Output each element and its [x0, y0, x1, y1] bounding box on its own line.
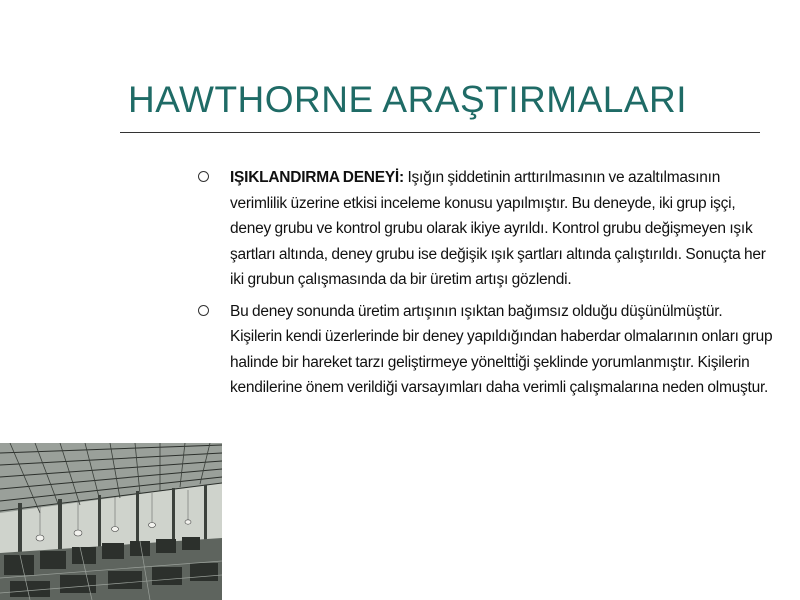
hollow-circle-bullet-icon — [198, 305, 209, 316]
bullet-list — [196, 165, 776, 407]
bullet-text: Işığın şiddetinin arttırılmasının ve azaltılmasının verimlilik üzerine etkisi inceleme konusu yapılmıştır. Bu deneyde, iki grup işçi, deney grubu ve kontrol grubu olarak ikiye ayrıldı. Kontrol grubu değişmeyen ışık şartları altında, deney grubu ise değişik ışık şartları altında çalıştırıldı. Sonuçta her iki grubun çalışmasında da bir üretim artışı gözlendi. — [230, 169, 766, 288]
slide-title: HAWTHORNE ARAŞTIRMALARI — [128, 79, 688, 120]
bullet-item-lighting-experiment — [196, 165, 776, 293]
factory-interior-image — [0, 443, 222, 600]
factory-interior-engraving-icon — [0, 443, 222, 600]
bullet-item-conclusion — [196, 299, 776, 401]
bullet-text: Bu deney sonunda üretim artışının ışıktan bağımsız olduğu düşünülmüştür. Kişilerin kendi üzerlerinde bir deney yapıldığından haberdar olmalarının onları grup halinde bir hareket tarzı geliştirmeye yöneltti̇ği şeklinde yorumlanmıştır. Kişilerin kendilerine önem verildiği varsayımları daha verimli çalışmalarına neden olmuştur. — [230, 302, 773, 396]
bullet-lead: IŞIKLANDIRMA DENEYİ: — [230, 169, 404, 186]
title-divider — [120, 132, 760, 133]
hollow-circle-bullet-icon — [198, 171, 209, 182]
